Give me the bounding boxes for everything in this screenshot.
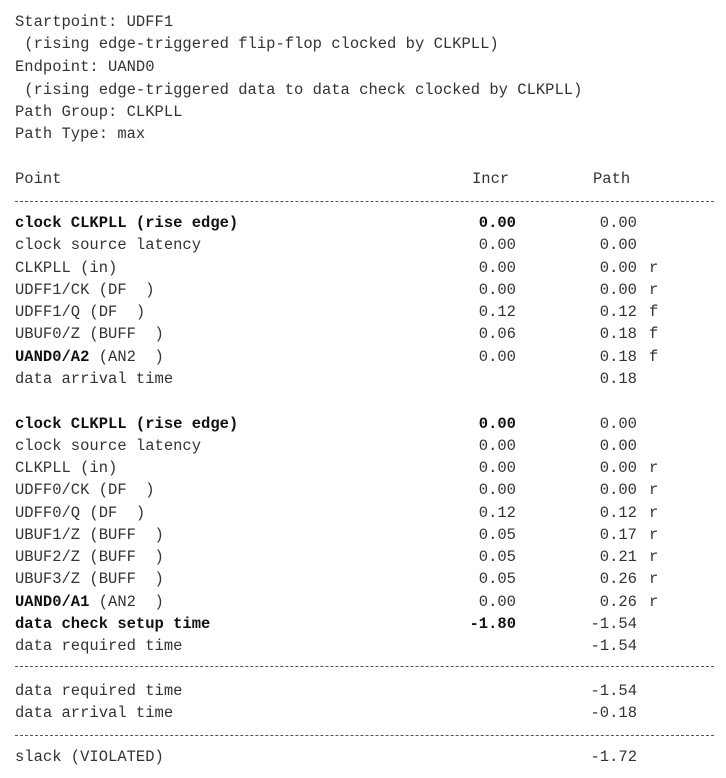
path-cell: 0.00 [599,481,637,499]
path-cell: -0.18 [590,704,637,722]
path-cell: 0.12 [599,303,637,321]
incr-cell: 0.00 [478,259,516,277]
table-row [0,546,726,568]
point-cell: UDFF0/Q (DF ) [15,504,146,522]
path-cell: -1.54 [590,637,637,655]
path-cell: 0.00 [599,281,637,299]
point-cell: UBUF3/Z (BUFF ) [15,570,164,588]
path-cell: 0.00 [599,259,637,277]
path-cell: 0.00 [599,415,637,433]
point-cell: data required time [15,637,183,655]
path-cell: 0.00 [599,459,637,477]
point-cell: clock CLKPLL (rise edge) [15,214,239,232]
point-cell: data arrival time [15,370,174,388]
divider-summary [15,666,714,667]
point-cell [15,346,164,368]
launch-row-clock [0,212,726,234]
path-cell: 0.18 [599,370,637,388]
incr-cell: 0.12 [478,504,516,522]
point-cell: data arrival time [15,704,174,722]
edge-cell: r [649,459,659,477]
edge-cell: r [649,281,659,299]
startpoint-description: (rising edge-triggered flip-flop clocked by CLKPLL) [15,35,499,53]
endpoint-line: Endpoint: UAND0 [15,58,155,76]
point-cell: UDFF1/CK (DF ) [15,281,155,299]
incr-cell: 0.00 [478,459,516,477]
path-cell: 0.00 [599,437,637,455]
point-cell: clock CLKPLL (rise edge) [15,415,239,433]
path-cell: 0.18 [599,348,637,366]
point-cell [15,591,164,613]
slack-value: -1.72 [590,748,637,766]
column-header-row [0,168,726,190]
incr-cell: 0.00 [478,415,516,433]
edge-cell: r [649,570,659,588]
table-row [0,502,726,524]
incr-cell: 0.05 [478,526,516,544]
table-row [0,435,726,457]
point-cell: UDFF0/CK (DF ) [15,481,155,499]
table-row [0,301,726,323]
incr-cell: 0.06 [478,325,516,343]
path-cell: 0.26 [599,593,637,611]
path-cell: 0.12 [599,504,637,522]
table-row [0,457,726,479]
edge-cell: r [649,481,659,499]
capture-row-endpoint-pin [0,591,726,613]
point-cell: UDFF1/Q (DF ) [15,303,146,321]
edge-cell: f [649,325,659,343]
incr-cell: 0.00 [478,481,516,499]
table-row [0,279,726,301]
path-type-line: Path Type: max [15,125,146,143]
pin-name: UAND0/A1 [15,593,90,611]
point-cell: clock source latency [15,437,202,455]
incr-cell: 0.00 [478,593,516,611]
column-header-point: Point [15,170,62,188]
slack-row [0,746,726,768]
column-header-path: Path [593,170,631,188]
edge-cell: r [649,526,659,544]
data-required-row [0,635,726,657]
slack-label: slack (VIOLATED) [15,748,164,766]
table-row [0,524,726,546]
divider-slack [15,735,714,736]
point-cell: clock source latency [15,236,202,254]
data-arrival-row [0,368,726,390]
path-cell: 0.21 [599,548,637,566]
column-header-incr: Incr [472,170,510,188]
table-row [0,479,726,501]
endpoint-description: (rising edge-triggered data to data check clocked by CLKPLL) [15,81,583,99]
path-cell: 0.17 [599,526,637,544]
table-row [0,234,726,256]
incr-cell: 0.05 [478,548,516,566]
path-cell: 0.00 [599,214,637,232]
edge-cell: f [649,348,659,366]
point-cell: CLKPLL (in) [15,259,118,277]
incr-cell: 0.00 [478,281,516,299]
incr-cell: -1.80 [469,615,516,633]
point-cell: data check setup time [15,615,211,633]
table-row [0,323,726,345]
point-cell: UBUF2/Z (BUFF ) [15,548,164,566]
launch-row-endpoint-pin [0,346,726,368]
incr-cell: 0.00 [478,214,516,232]
incr-cell: 0.05 [478,570,516,588]
summary-row-required [0,680,726,702]
edge-cell: r [649,504,659,522]
point-cell: UBUF1/Z (BUFF ) [15,526,164,544]
path-cell: 0.18 [599,325,637,343]
incr-cell: 0.12 [478,303,516,321]
path-cell: 0.00 [599,236,637,254]
table-row [0,257,726,279]
edge-cell: r [649,548,659,566]
startpoint-line: Startpoint: UDFF1 [15,13,174,31]
edge-cell: r [649,593,659,611]
cell-type: (AN2 ) [89,593,164,611]
table-row [0,568,726,590]
pin-name: UAND0/A2 [15,348,90,366]
point-cell: CLKPLL (in) [15,459,118,477]
edge-cell: r [649,259,659,277]
path-cell: -1.54 [590,682,637,700]
incr-cell: 0.00 [478,437,516,455]
path-cell: -1.54 [590,615,637,633]
point-cell: data required time [15,682,183,700]
summary-row-arrival [0,702,726,724]
divider-header [15,201,714,202]
cell-type: (AN2 ) [89,348,164,366]
setup-time-row [0,613,726,635]
incr-cell: 0.00 [478,348,516,366]
edge-cell: f [649,303,659,321]
capture-row-clock [0,413,726,435]
path-group-line: Path Group: CLKPLL [15,103,183,121]
path-cell: 0.26 [599,570,637,588]
incr-cell: 0.00 [478,236,516,254]
point-cell: UBUF0/Z (BUFF ) [15,325,164,343]
